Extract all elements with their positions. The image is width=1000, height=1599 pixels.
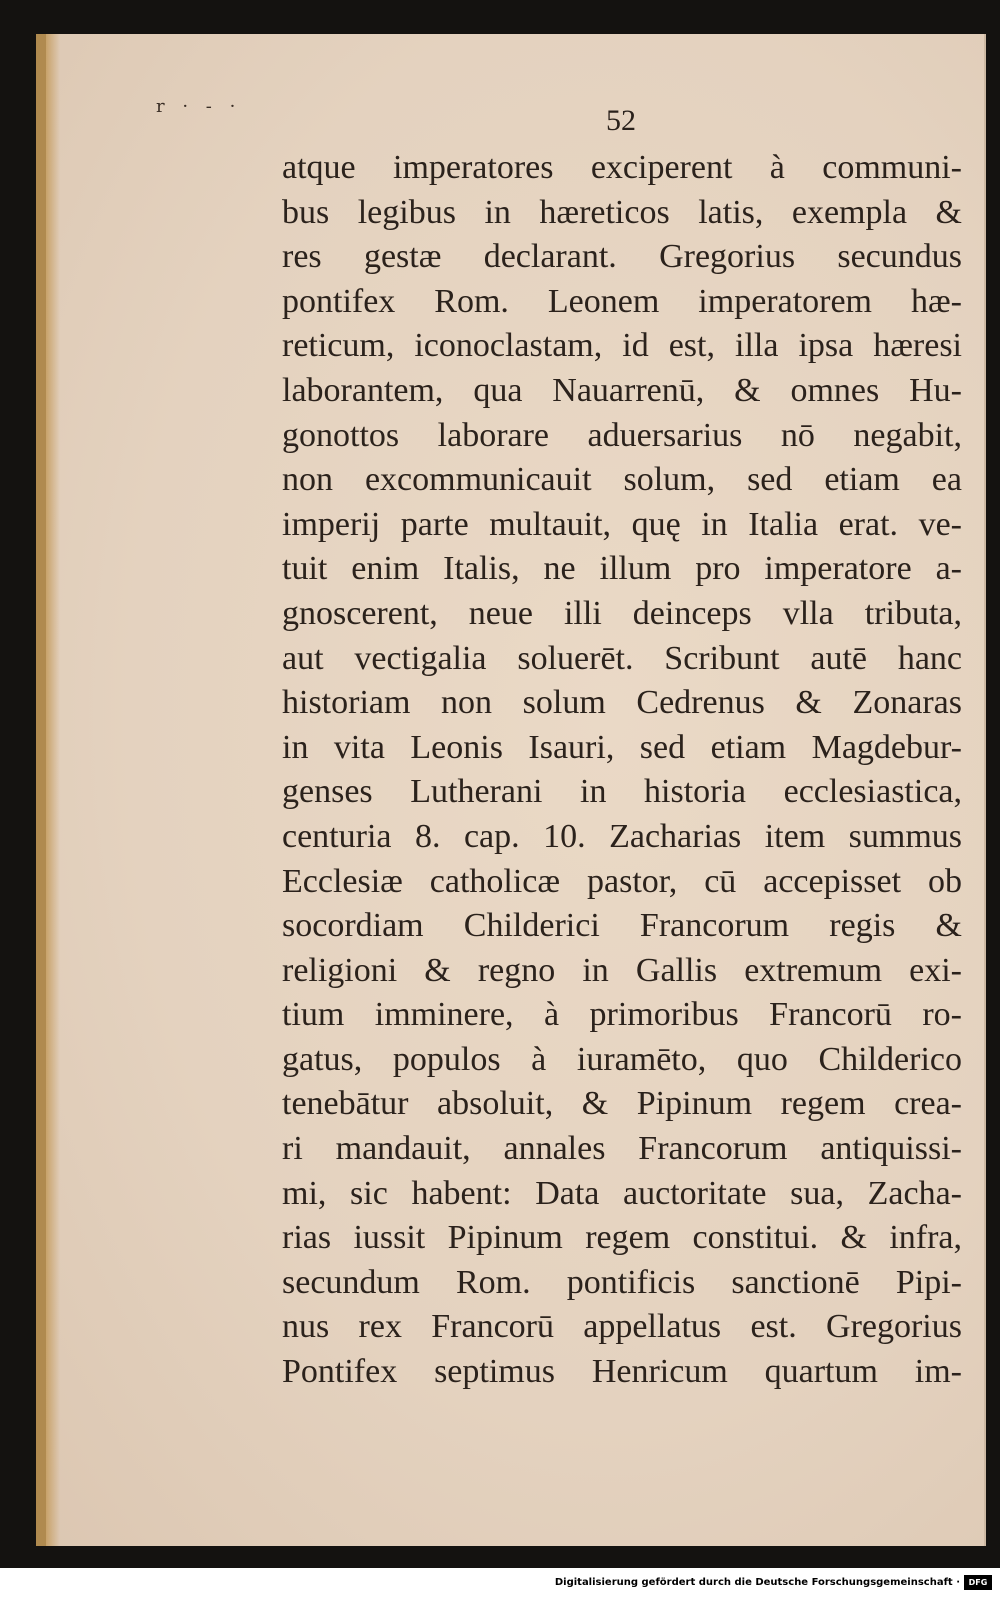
text-line: atque imperatores exciperent à communi- bbox=[282, 149, 962, 186]
text-line: imperij parte multauit, quę in Italia erat. ve- bbox=[282, 505, 962, 543]
text-line: centuria 8. cap. 10. Zacharias item summus bbox=[282, 817, 962, 855]
text-line: religioni & regno in Gallis extremum exi- bbox=[282, 951, 962, 989]
text-line: res gestæ declarant. Gregorius secundus bbox=[282, 238, 962, 276]
text-line: nus rex Francorū appellatus est. Gregorius bbox=[282, 1308, 962, 1346]
text-line: mi, sic habent: Data auctoritate sua, Zacha- bbox=[282, 1174, 962, 1212]
text-line: non excommunicauit solum, sed etiam ea bbox=[282, 461, 962, 499]
text-line: bus legibus in hæreticos latis, exempla & bbox=[282, 193, 962, 231]
text-line: laborantem, qua Nauarrenū, & omnes Hu- bbox=[282, 371, 962, 409]
text-line: ri mandauit, annales Francorum antiquissi- bbox=[282, 1130, 962, 1168]
text-line: pontifex Rom. Leonem imperatorem hæ- bbox=[282, 282, 962, 320]
book-page bbox=[36, 34, 986, 1546]
text-line: rias iussit Pipinum regem constitui. & infra, bbox=[282, 1219, 962, 1257]
text-line: gnoscerent, neue illi deinceps vlla tributa, bbox=[282, 594, 962, 632]
text-line: tenebātur absoluit, & Pipinum regem crea- bbox=[282, 1085, 962, 1123]
text-line: gonottos laborare aduersarius nō negabit, bbox=[282, 416, 962, 454]
text-line: aut vectigalia soluerēt. Scribunt autē hanc bbox=[282, 639, 962, 677]
text-line: secundum Rom. pontificis sanctionē Pipi- bbox=[282, 1263, 962, 1301]
text-line: tium imminere, à primoribus Francorū ro- bbox=[282, 996, 962, 1034]
text-line: in vita Leonis Isauri, sed etiam Magdebur- bbox=[282, 728, 962, 766]
marginal-mark: r · - · bbox=[156, 96, 242, 117]
text-line: genses Lutherani in historia ecclesiastica, bbox=[282, 773, 962, 811]
funding-credit: Digitalisierung gefördert durch die Deutsche Forschungsgemeinschaft · bbox=[554, 1577, 960, 1588]
text-line: reticum, iconoclastam, id est, illa ipsa hæresi bbox=[282, 327, 962, 365]
text-line: historiam non solum Cedrenus & Zonaras bbox=[282, 684, 962, 722]
dfg-logo: DFG bbox=[964, 1575, 992, 1590]
text-line: Pontifex septimus Henricum quartum im- bbox=[282, 1353, 962, 1391]
text-line: socordiam Childerici Francorum regis & bbox=[282, 907, 962, 945]
footer-bar bbox=[0, 1568, 1000, 1599]
text-line: tuit enim Italis, ne illum pro imperatore a- bbox=[282, 550, 962, 588]
body-text bbox=[282, 146, 962, 1395]
text-line: Ecclesiæ catholicæ pastor, cū accepisset ob bbox=[282, 862, 962, 900]
page-number: 52 bbox=[606, 104, 636, 137]
text-line: gatus, populos à iuramēto, quo Childerico bbox=[282, 1040, 962, 1078]
